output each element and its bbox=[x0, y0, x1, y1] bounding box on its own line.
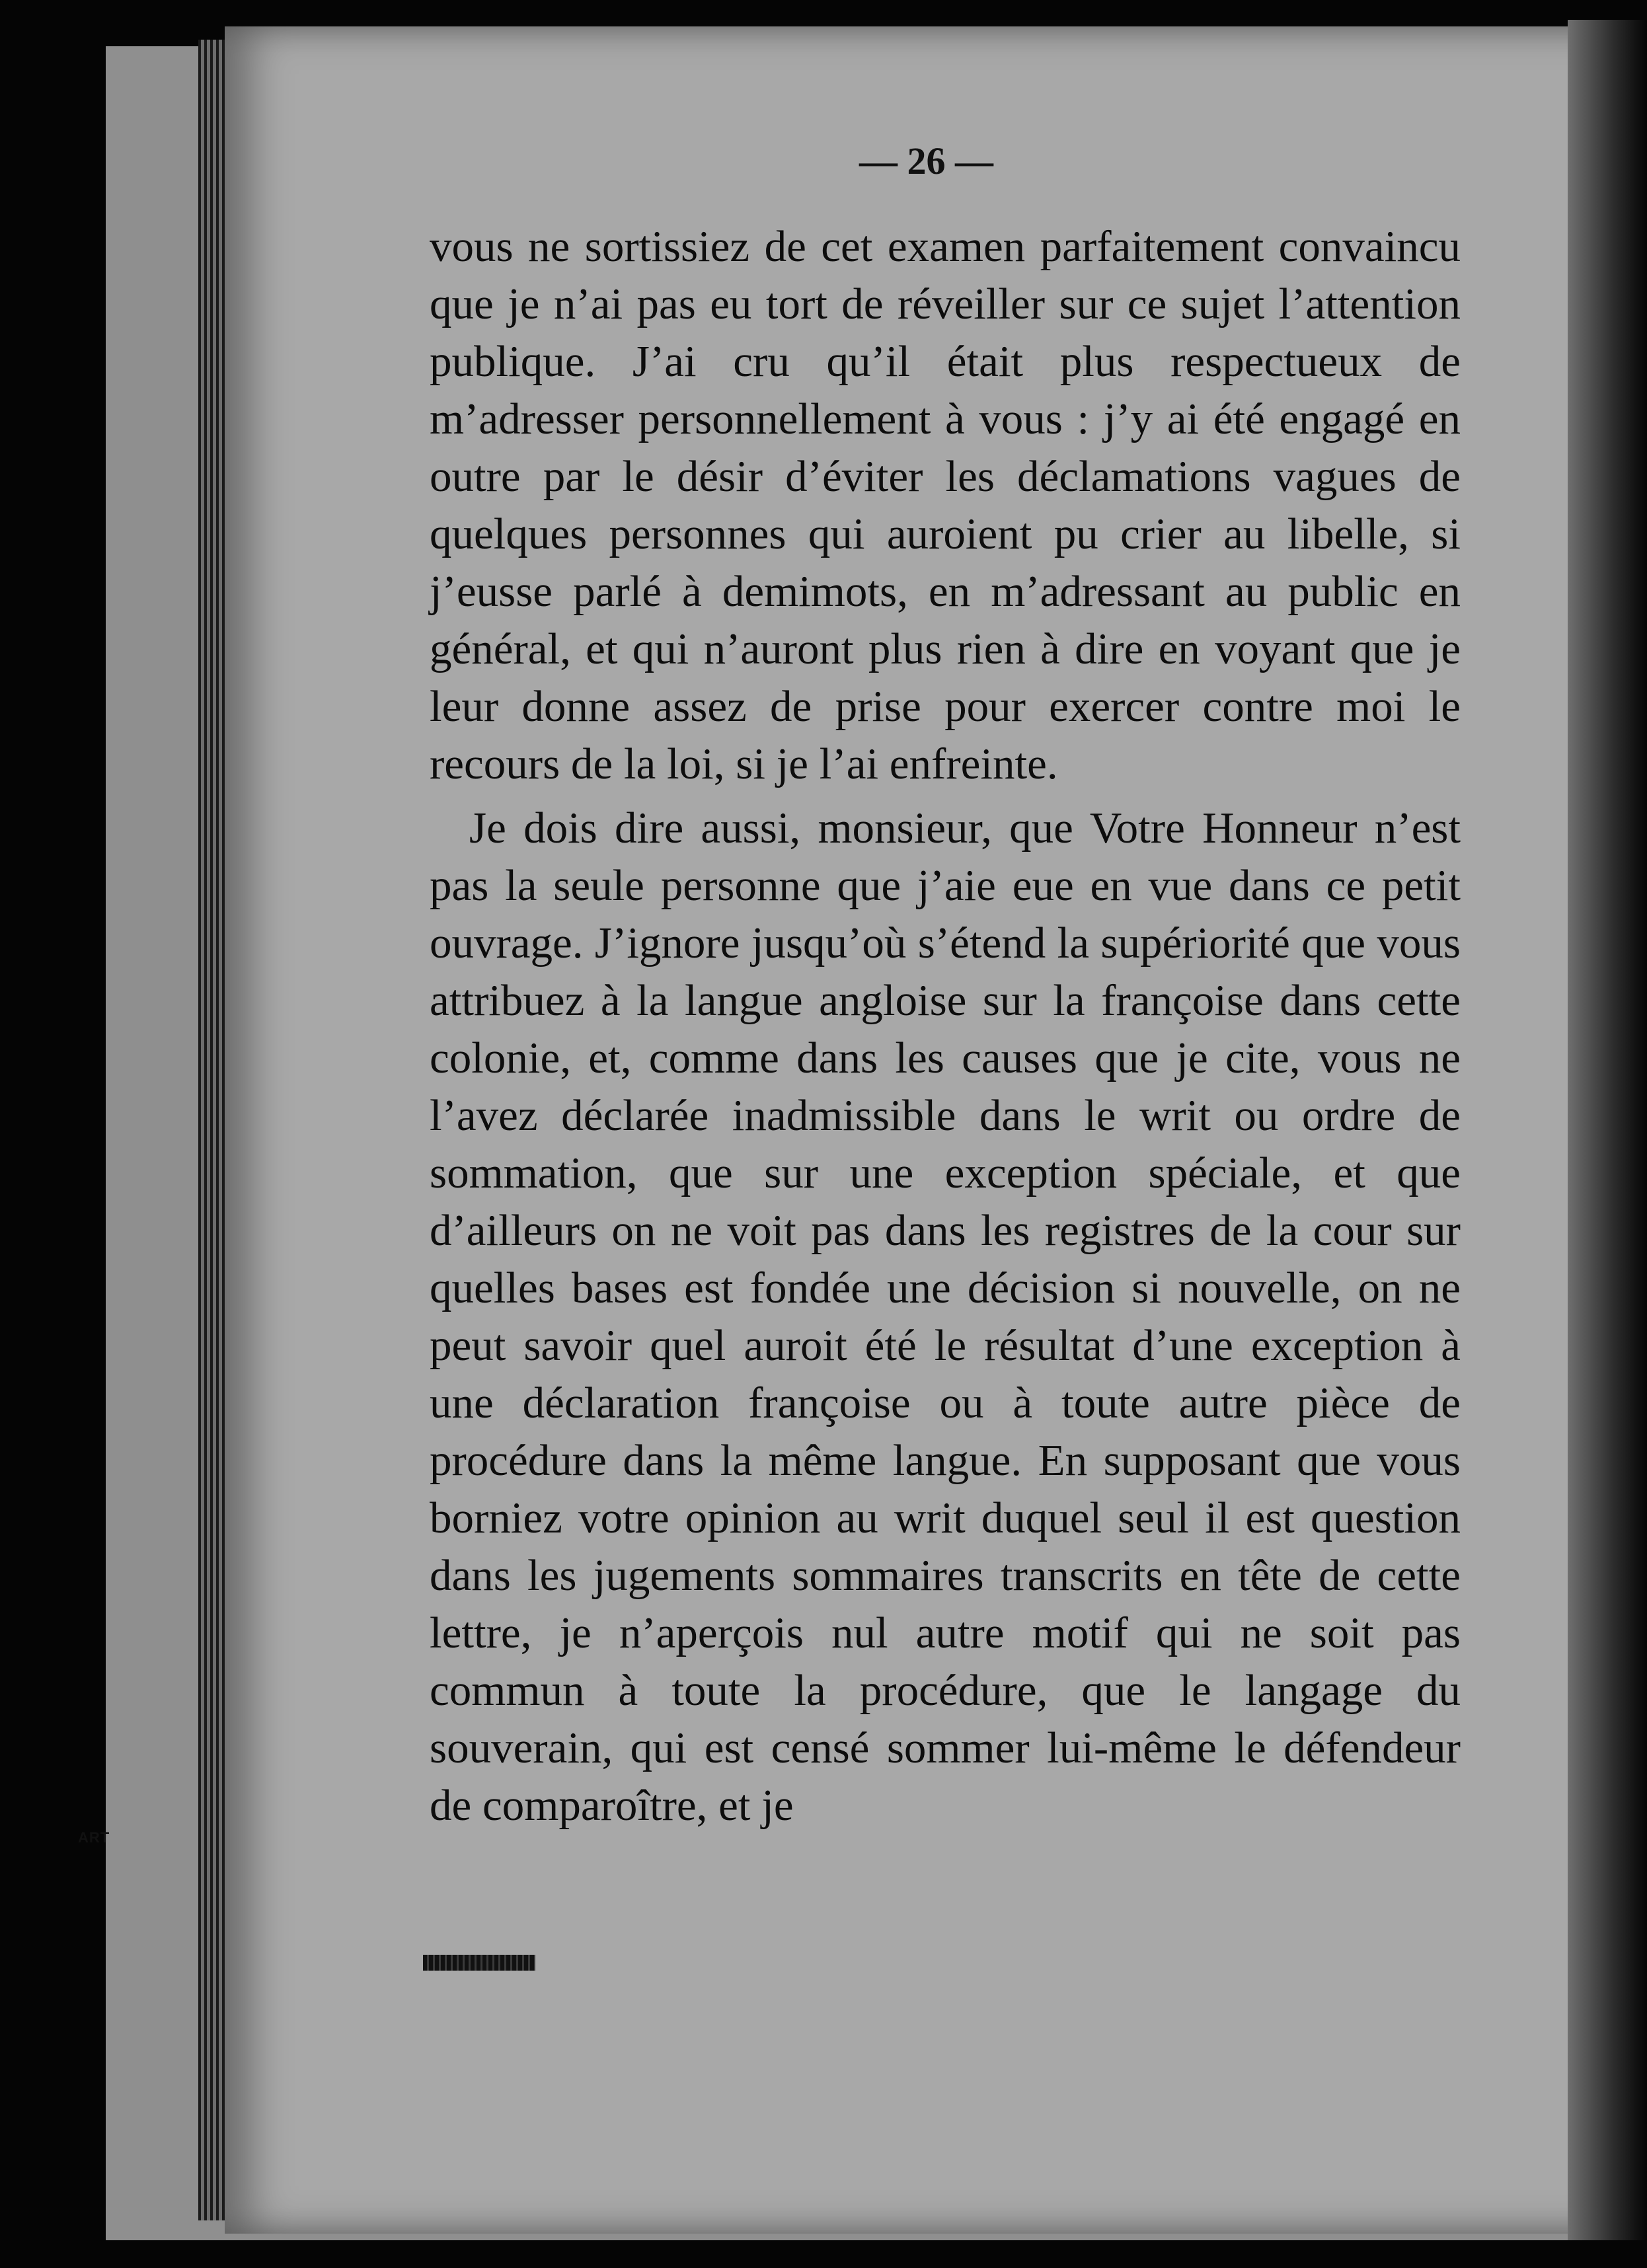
page-stack-edge bbox=[198, 40, 225, 2220]
page-number: — 26 — bbox=[859, 139, 993, 182]
paragraph-2: Je dois dire aussi, monsieur, que Votre Honneur n’est pas la seule personne que j’aie eue en vue dans ce petit ouvrage. J’ignore jusqu’où s’étend la supériorité que vous attribuez à la langue angloise sur la françoise dans cette colonie, et, comme dans les causes que je cite, vous ne l’avez déclarée inadmissible dans le writ ou ordre de sommation, que sur une exception spéciale, et que d’ailleurs on ne voit pas dans les registres de la cour sur quelles bases est fondée une décision si nouvelle, on ne peut savoir quel auroit été le résultat d’une exception à une déclaration françoise ou à toute autre pièce de procédure dans la même langue. En supposant que vous borniez votre opinion au writ duquel seul il est question dans les jugements sommaires transcrits en tête de cette lettre, je n’aperçois nul autre motif qui ne soit pas commun à toute la procédure, que le langage du souverain, qui est censé sommer lui-même le défendeur de comparoître, et je bbox=[430, 804, 1461, 1830]
torn-right-edge bbox=[1568, 20, 1647, 2240]
side-label: ART bbox=[78, 1829, 110, 1846]
body-text bbox=[430, 218, 1461, 1834]
printer-mark bbox=[423, 1955, 535, 1971]
paragraph-1: vous ne sortissiez de cet examen parfaitement convaincu que je n’ai pas eu tort de réveiller sur ce sujet l’attention publique. J’ai cru qu’il était plus respectueux de m’adresser personnellement à vous : j’y ai été engagé en outre par le désir d’éviter les déclamations vagues de quelques personnes qui auroient pu crier au libelle, si j’eusse parlé à demimots, en m’adressant au public en général, et qui n’auront plus rien à dire en voyant que je leur donne assez de prise pour exercer contre moi le recours de la loi, si je l’ai enfreinte. bbox=[430, 222, 1461, 788]
